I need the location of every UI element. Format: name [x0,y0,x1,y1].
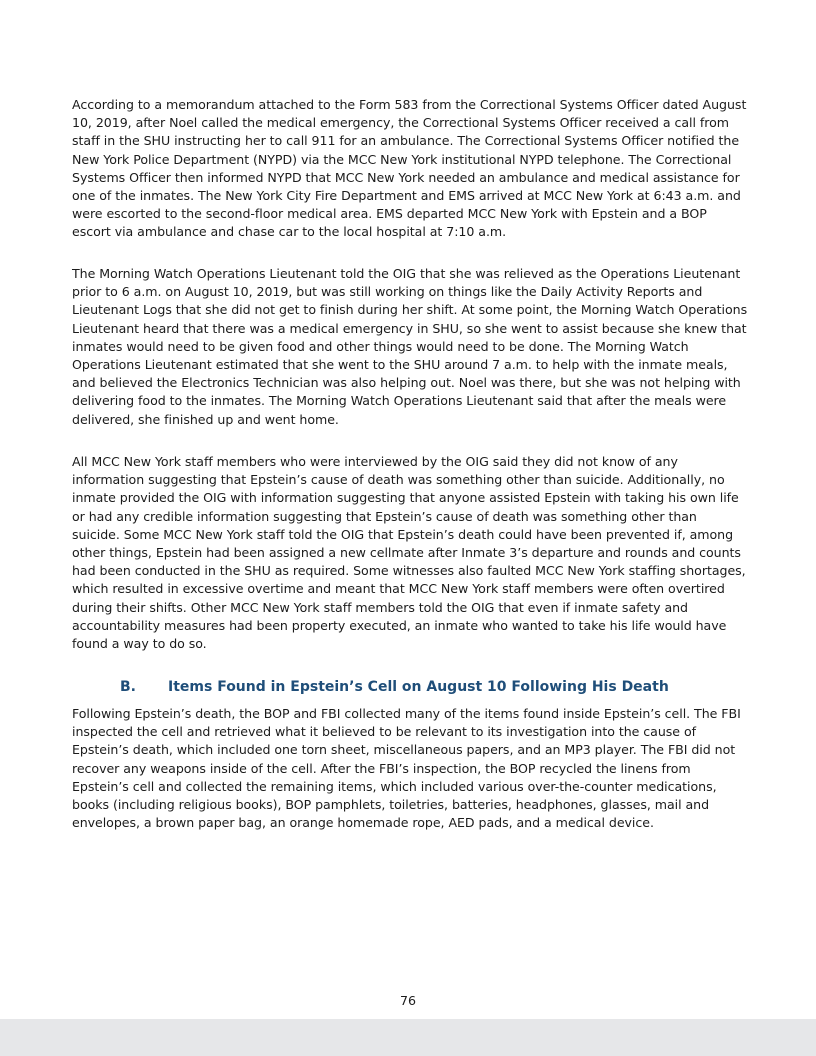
page-number: 76 [399,993,417,1008]
paragraph-operations-lieutenant: The Morning Watch Operations Lieutenant told the OIG that she was relieved as the Operations Lieutenant prior to 6 a.m. on August 10, 2019, but was still working on things like the Daily Activity Reports and Lieutenant Logs that she did not get to finish during her shift. At some point, the Morning Watch Operations Lieutenant heard that there was a medical emergency in SHU, so she went to assist because she knew that inmates would need to be given food and other things would need to be done. The Morning Watch Operations Lieutenant estimated that she went to the SHU around 7 a.m. to help with the inmate meals, and believed the Electronics Technician was also helping out. Noel was there, but she was not helping with delivering food to the inmates. The Morning Watch Operations Lieutenant said that after the meals were delivered, she finished up and went home. [72,266,748,427]
section-heading [120,677,720,697]
paragraph-staff-interviews: All MCC New York staff members who were interviewed by the OIG said they did not know of any information suggesting that Epstein’s cause of death was something other than suicide. Additionally, no inmate provided the OIG with information suggesting that anyone assisted Epstein with taking his own life or had any credible information suggesting that Epstein’s cause of death was something other than suicide. Some MCC New York staff told the OIG that Epstein’s death could have been prevented if, among other things, Epstein had been assigned a new cellmate after Inmate 3’s departure and rounds and counts had been conducted in the SHU as required. Some witnesses also faulted MCC New York staffing shortages, which resulted in excessive overtime and meant that MCC New York staff members were often overtired during their shifts. Other MCC New York staff members told the OIG that even if inmate safety and accountability measures had been property executed, an inmate who wanted to take his life would have found a way to do so. [72,454,746,652]
paragraph-items-found: Following Epstein’s death, the BOP and FBI collected many of the items found inside Epstein’s cell. The FBI inspected the cell and retrieved what it believed to be relevant to its investigation into the cause of Epstein’s death, which included one torn sheet, miscellaneous papers, and an MP3 player. The FBI did not recover any weapons inside of the cell. After the FBI’s inspection, the BOP recycled the linens from Epstein’s cell and collected the remaining items, which included various over-the-counter medications, books (including religious books), BOP pamphlets, toiletries, batteries, headphones, glasses, mail and envelopes, a brown paper bag, an orange homemade rope, AED pads, and a medical device. [72,706,741,831]
section-title: Items Found in Epstein’s Cell on August 10 Following His Death [168,679,669,695]
paragraph-ambulance-call: According to a memorandum attached to the Form 583 from the Correctional Systems Officer dated August 10, 2019, after Noel called the medical emergency, the Correctional Systems Officer received a call from staff in the SHU instructing her to call 911 for an ambulance. The Correctional Systems Officer notified the New York Police Department (NYPD) via the MCC New York institutional NYPD telephone. The Correctional Systems Officer then informed NYPD that MCC New York needed an ambulance and medical assistance for one of the inmates. The New York City Fire Department and EMS arrived at MCC New York at 6:43 a.m. and were escorted to the second-floor medical area. EMS departed MCC New York with Epstein and a BOP escort via ambulance and chase car to the local hospital at 7:10 a.m. [72,97,747,240]
section-number: B. [120,679,136,695]
